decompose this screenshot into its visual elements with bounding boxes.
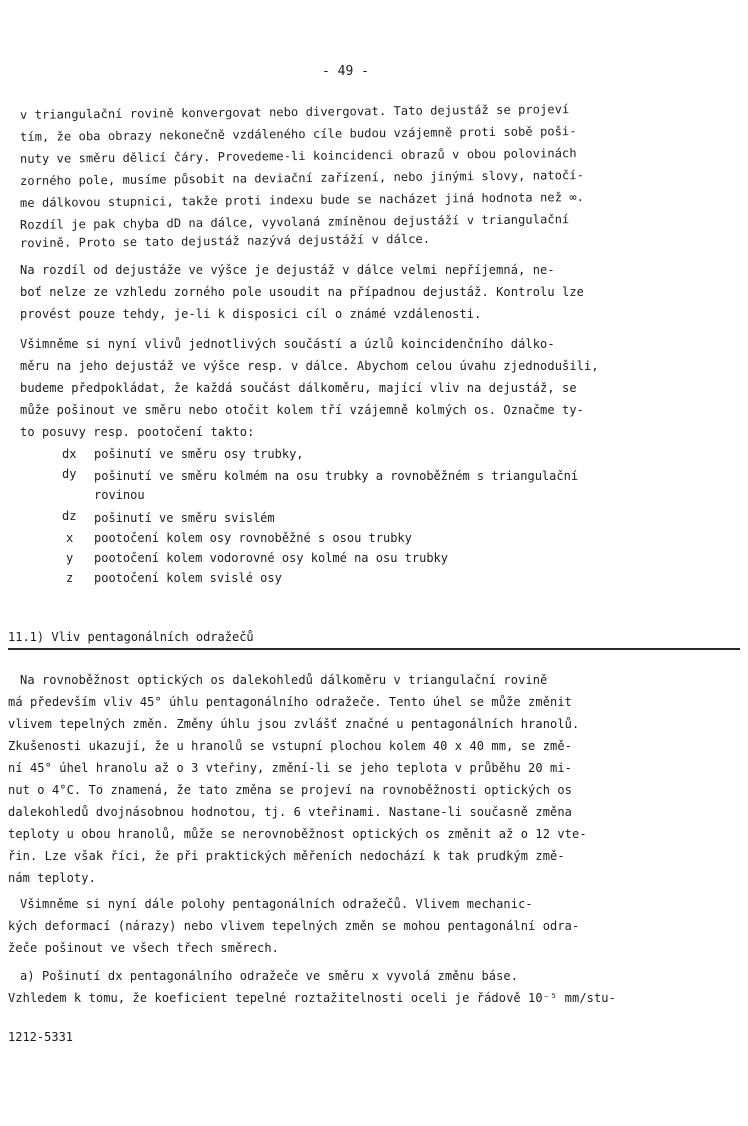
text-line: může pošinout ve směru nebo otočit kolem tří vzájemně kolmých os. Označme ty- — [20, 403, 584, 417]
text-line: nut o 4°C. To znamená, že tato změna se projeví na rovnoběžnosti optických os — [8, 783, 572, 797]
text-line: kých deformací (nárazy) nebo vlivem tepelných změn se mohou pentagonální odra- — [8, 919, 580, 933]
definition-text: rovinou — [94, 488, 145, 502]
text-line: Zkušenosti ukazují, že u hranolů se vstupní plochou kolem 40 x 40 mm, se změ- — [8, 739, 572, 753]
section-divider — [8, 648, 740, 650]
text-line: budeme předpokládat, že každá součást dálkoměru, mající vliv na dejustáž, se — [20, 381, 577, 395]
text-line: ní 45° úhel hranolu až o 3 vteřiny, změní-li se jeho teplota v průběhu 20 mi- — [8, 761, 572, 775]
section-heading: 11.1) Vliv pentagonálních odražečů — [8, 630, 254, 644]
definition-symbol: dy — [62, 467, 77, 481]
text-line: vlivem tepelných změn. Změny úhlu jsou zvlášť značné u pentagonálních hranolů. — [8, 717, 580, 731]
text-line: to posuvy resp. pootočení takto: — [20, 425, 255, 439]
text-line: dalekohledů dvojnásobnou hodnotou, tj. 6 vteřinami. Nastane-li současně změna — [8, 805, 572, 819]
definition-text: pootočení kolem vodorovné osy kolmé na osu trubky — [94, 551, 449, 565]
text-line: řin. Lze však říci, že při praktických měřeních nedochází k tak prudkým změ- — [8, 849, 565, 863]
definition-text: pošinutí ve směru osy trubky, — [94, 447, 304, 461]
definition-text: pošinutí ve směru kolmém na osu trubky a rovnoběžném s triangulační — [94, 469, 579, 483]
text-line: boť nelze ze vzhledu zorného pole usoudit na případnou dejustáž. Kontrolu lze — [20, 285, 584, 299]
text-line: tím, že oba obrazy nekonečně vzdáleného cíle budou vzájemně proti sobě poši- — [19, 124, 577, 144]
text-line: Na rozdíl od dejustáže ve výšce je dejustáž v dálce velmi nepříjemná, ne- — [20, 263, 555, 277]
text-line: rovině. Proto se tato dejustáž nazývá dejustáží v dálce. — [19, 231, 431, 251]
text-line: nuty ve směru dělicí čáry. Provedeme-li koincidenci obrazů v obou polovinách — [19, 146, 577, 166]
text-line: zorného pole, musíme působit na deviační zařízení, nebo jinými slovy, natočí- — [19, 168, 585, 188]
text-line: me dálkovou stupnici, takže proti indexu bude se nacházet jiná hodnota než ∞. — [19, 190, 585, 210]
page-number: - 49 - — [322, 64, 369, 79]
definition-symbol: y — [66, 551, 74, 565]
definition-text: pootočení kolem osy rovnoběžné s osou trubky — [94, 531, 412, 545]
text-line: žeče pošinout ve všech třech směrech. — [8, 941, 280, 955]
text-line: má především vliv 45° úhlu pentagonálního odražeče. Tento úhel se může změnit — [8, 695, 572, 709]
definition-text: pošinutí ve směru svislém — [94, 511, 275, 525]
text-line: Na rovnoběžnost optických os dalekohledů dálkoměru v triangulační rovině — [20, 673, 548, 687]
text-line: Všimněme si nyní vlivů jednotlivých součástí a úzlů koincidenčního dálko- — [20, 337, 555, 351]
definition-symbol: z — [66, 571, 74, 585]
text-line: měru na jeho dejustáž ve výšce resp. v dálce. Abychom celou úvahu zjednodušili, — [20, 359, 599, 373]
document-id: 1212-5331 — [8, 1030, 74, 1044]
text-line: Všimněme si nyní dále polohy pentagonálních odražečů. Vlivem mechanic- — [20, 897, 533, 911]
text-line: a) Pošinutí dx pentagonálního odražeče ve směru x vyvolá změnu báse. — [20, 969, 519, 983]
text-line: provést pouze tehdy, je-li k disposici cíl o známé vzdálenosti. — [20, 307, 482, 321]
definition-text: pootočení kolem svislé osy — [94, 571, 282, 585]
definition-symbol: dx — [62, 447, 77, 461]
definition-symbol: dz — [62, 509, 77, 523]
text-line: v triangulační rovině konvergovat nebo divergovat. Tato dejustáž se projeví — [19, 102, 570, 122]
text-line: teploty u obou hranolů, může se nerovnoběžnost optických os změnit až o 12 vte- — [8, 827, 587, 841]
text-line: Rozdíl je pak chyba dD na dálce, vyvolaná zmíněnou dejustáží v triangulační — [19, 212, 570, 232]
text-line: nám teploty. — [8, 871, 96, 885]
text-line: Vzhledem k tomu, že koeficient tepelné roztažitelnosti oceli je řádově 10⁻⁵ mm/stu- — [8, 991, 616, 1005]
definition-symbol: x — [66, 531, 74, 545]
